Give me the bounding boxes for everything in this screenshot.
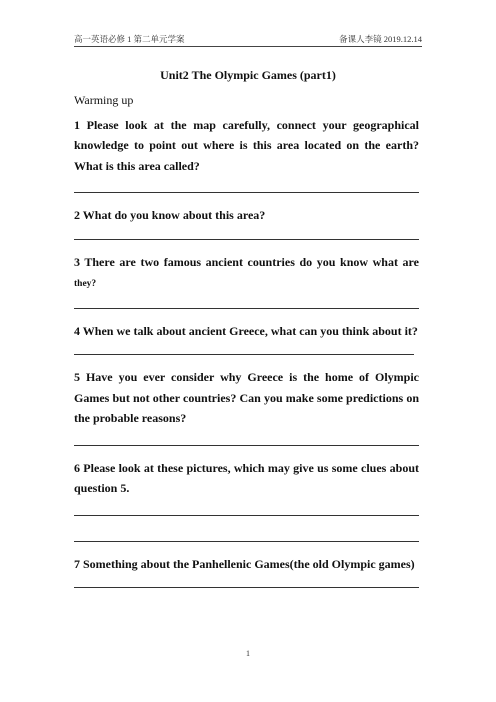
header-course-label: 高一英语必修 1 第二单元学案 bbox=[74, 34, 185, 44]
header-divider bbox=[74, 46, 422, 47]
page-number: 1 bbox=[246, 649, 250, 658]
question-5: 5 Have you ever consider why Greece is the home of Olympic Games but not other countries? Can you make some predictions on the probable reasons? bbox=[74, 370, 419, 425]
page-header bbox=[74, 33, 422, 47]
answer-line-3[interactable] bbox=[74, 295, 419, 309]
document-title: Unit2 The Olympic Games (part1) bbox=[160, 68, 336, 82]
answer-line-6a[interactable] bbox=[74, 502, 419, 516]
answer-line-2[interactable] bbox=[74, 226, 419, 240]
answer-line-4[interactable] bbox=[74, 341, 414, 355]
question-3 bbox=[74, 252, 419, 295]
question-3-text: 3 There are two famous ancient countries do you know what are bbox=[74, 254, 419, 269]
header-author-date: 备课人李镜 2019.12.14 bbox=[339, 34, 422, 44]
answer-line-6b[interactable] bbox=[74, 528, 419, 542]
answer-line-5[interactable] bbox=[74, 432, 419, 446]
answer-line-7[interactable] bbox=[74, 574, 419, 588]
question-1: 1 Please look at the map carefully, connect your geographical knowledge to point out where is this area located on the earth? What is this area called? bbox=[74, 117, 419, 173]
section-heading: Warming up bbox=[74, 93, 134, 107]
answer-line-1[interactable] bbox=[74, 179, 419, 193]
question-2: 2 What do you know about this area? bbox=[74, 208, 266, 222]
question-7: 7 Something about the Panhellenic Games(the old Olympic games) bbox=[74, 556, 415, 571]
question-4: 4 When we talk about ancient Greece, what can you think about it? bbox=[74, 323, 418, 338]
document-body bbox=[74, 90, 419, 600]
question-6: 6 Please look at these pictures, which may give us some clues about question 5. bbox=[74, 460, 419, 495]
question-3-tail: they? bbox=[74, 279, 97, 289]
